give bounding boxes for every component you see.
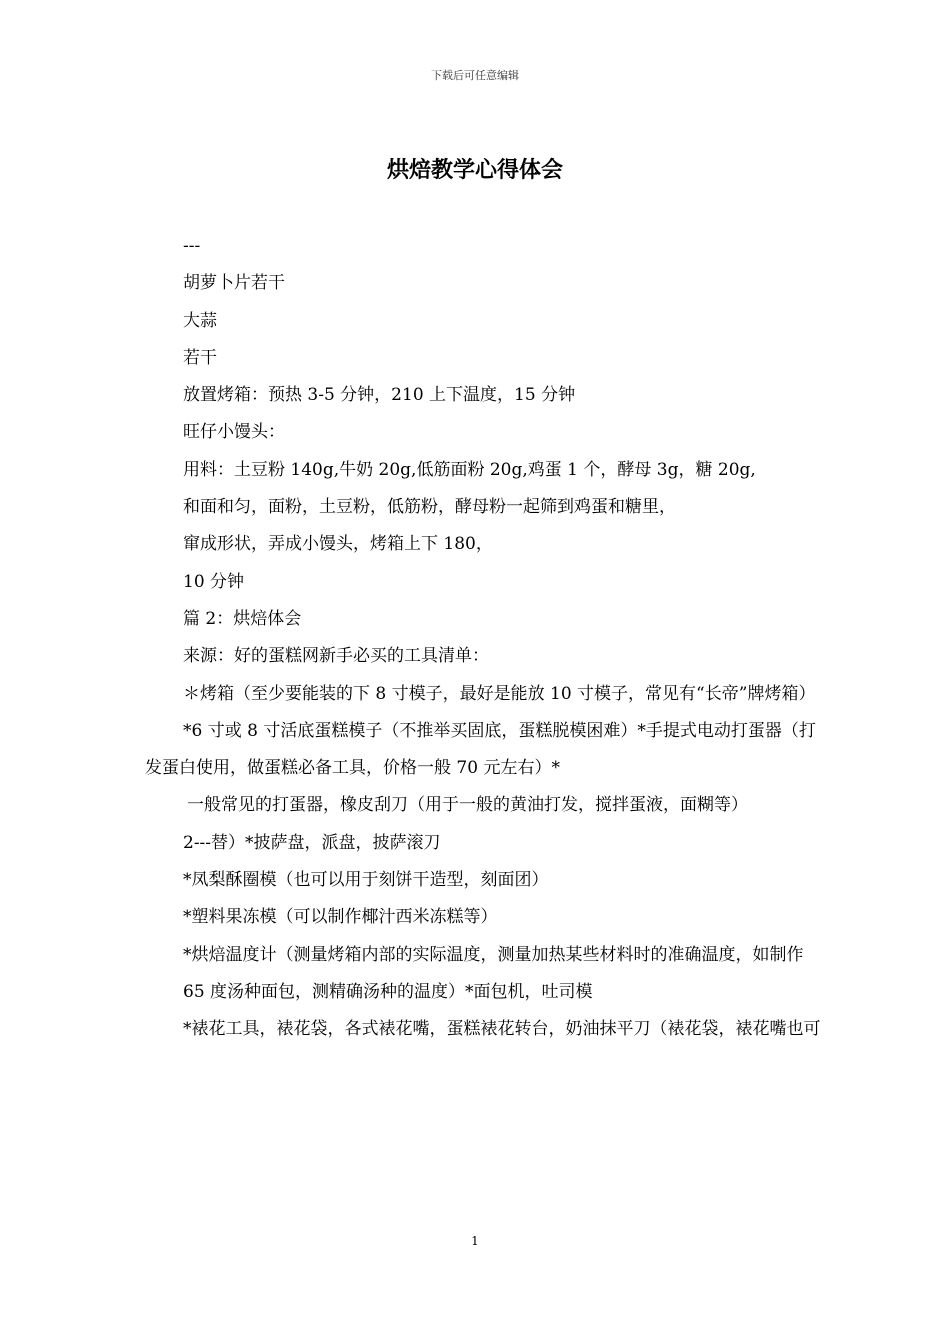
paragraph: 65 度汤种面包，测精确汤种的温度）*面包机，吐司模 xyxy=(183,981,593,1002)
paragraph: 放置烤箱：预热 3-5 分钟，210 上下温度，15 分钟 xyxy=(183,385,576,406)
page-number: 1 xyxy=(471,1234,479,1248)
paragraph: 窜成形状，弄成小馒头，烤箱上下 180， xyxy=(183,534,493,555)
paragraph: *6 寸或 8 寸活底蛋糕模子（不推举买固底，蛋糕脱模困难）*手提式电动打蛋器（打发蛋白使用，做蛋糕必备工具，价格一般 70 元左右）* xyxy=(145,720,816,779)
paragraph: 来源：好的蛋糕网新手必买的工具清单： xyxy=(183,646,489,667)
paragraph: *烘焙温度计（测量烤箱内部的实际温度，测量加热某些材料时的准确温度，如制作 xyxy=(183,944,804,965)
paragraph: 2---替）*披萨盘，派盘，披萨滚刀 xyxy=(183,832,441,853)
paragraph: *裱花工具，裱花袋，各式裱花嘴，蛋糕裱花转台，奶油抹平刀（裱花袋，裱花嘴也可 xyxy=(183,1019,821,1040)
paragraph: 一般常见的打蛋器，橡皮刮刀（用于一般的黄油打发，搅拌蛋液，面糊等） xyxy=(187,795,748,816)
paragraph: 胡萝卜片若干 xyxy=(183,273,285,294)
paragraph: 大蒜 xyxy=(183,310,217,331)
paragraph: *塑料果冻模（可以制作椰汁西米冻糕等） xyxy=(183,907,498,928)
paragraph: 和面和匀，面粉，土豆粉，低筋粉，酵母粉一起筛到鸡蛋和糖里， xyxy=(183,497,676,518)
document-body xyxy=(145,228,825,1049)
paragraph: 篇 2：烘焙体会 xyxy=(183,608,302,629)
paragraph: --- xyxy=(183,236,201,256)
paragraph: 旺仔小馒头： xyxy=(183,422,285,443)
paragraph: *凤梨酥圈模（也可以用于刻饼干造型，刻面团） xyxy=(183,870,549,891)
document-title: 烘焙教学心得体会 xyxy=(386,158,563,183)
header-note: 下载后可任意编辑 xyxy=(431,69,519,82)
paragraph: 若干 xyxy=(183,347,217,368)
paragraph: 用料：土豆粉 140g,牛奶 20g,低筋面粉 20g,鸡蛋 1 个，酵母 3g，糖 20g, xyxy=(183,459,756,480)
paragraph: 10 分钟 xyxy=(183,571,245,592)
paragraph: ＊烤箱（至少要能装的下 8 寸模子，最好是能放 10 寸模子，常见有“长帝”牌烤箱） xyxy=(183,683,816,704)
